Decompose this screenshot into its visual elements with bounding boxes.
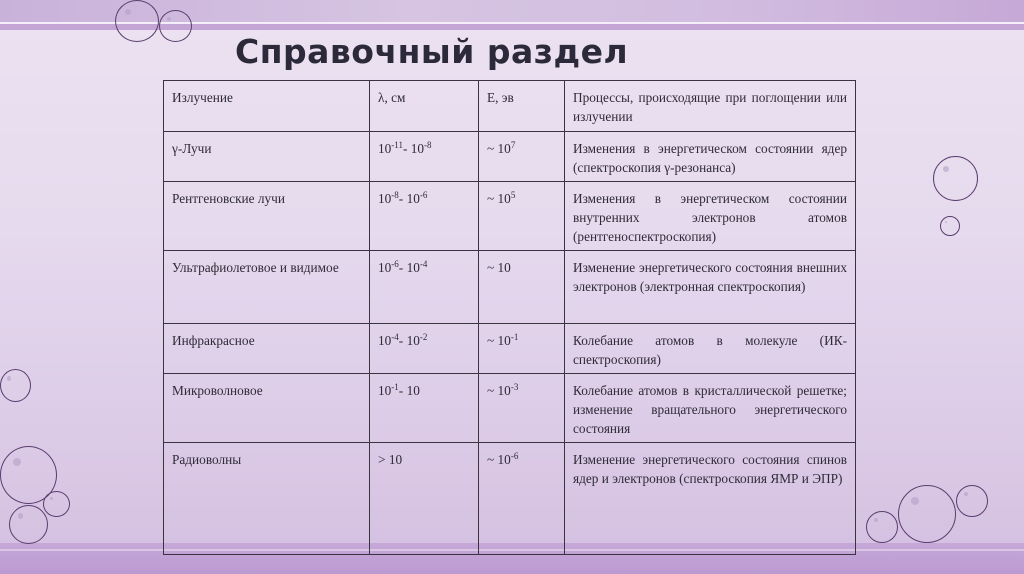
cell-energy: ~ $10^{-1}$: [479, 324, 565, 374]
page-title: Справочный раздел: [235, 32, 629, 71]
table-row: [164, 182, 856, 251]
cell-wavelength: $10^{-6}-$ $10^{-4}$: [370, 251, 479, 324]
bubble-decoration-icon: [940, 216, 960, 236]
cell-process: Изменение энергетического состояния спинов ядер и электронов (спектроскопия ЯМР и ЭПР): [565, 443, 856, 555]
cell-process: Изменения в энергетическом состоянии внутренних электронов атомов (рентгеноспектроскопия): [565, 182, 856, 251]
cell-wavelength: $10^{-8}-$ $10^{-6}$: [370, 182, 479, 251]
cell-radiation: Ультрафиолетовое и видимое: [164, 251, 370, 324]
cell-energy: ~ 10: [479, 251, 565, 324]
table-row: [164, 374, 856, 443]
header-wavelength: λ, см: [370, 81, 479, 132]
bubble-decoration-icon: [898, 485, 956, 543]
bubble-decoration-icon: [933, 156, 978, 201]
table-row: [164, 324, 856, 374]
bubble-decoration-icon: [956, 485, 988, 517]
cell-radiation: Радиоволны: [164, 443, 370, 555]
bubble-decoration-icon: [115, 0, 159, 42]
cell-energy: ~ $10^5$: [479, 182, 565, 251]
cell-radiation: γ-Лучи: [164, 132, 370, 182]
cell-wavelength: $10^{-4}-$ $10^{-2}$: [370, 324, 479, 374]
bubble-decoration-icon: [43, 491, 70, 517]
bubble-decoration-icon: [159, 10, 192, 42]
header-processes: Процессы, происходящие при поглощении или излучении: [565, 81, 856, 132]
table-row: [164, 132, 856, 182]
cell-radiation: Рентгеновские лучи: [164, 182, 370, 251]
reference-table: [163, 80, 856, 555]
bubble-decoration-icon: [0, 369, 31, 402]
cell-process: Изменение энергетического состояния внешних электронов (электронная спектроскопия): [565, 251, 856, 324]
cell-energy: ~ $10^{-6}$: [479, 443, 565, 555]
header-energy: Е, эв: [479, 81, 565, 132]
cell-process: Колебание атомов в молекуле (ИК-спектроскопия): [565, 324, 856, 374]
cell-wavelength: $10^{-1}-$ 10: [370, 374, 479, 443]
table-header-row: [164, 81, 856, 132]
header-radiation: Излучение: [164, 81, 370, 132]
bubble-decoration-icon: [866, 511, 898, 543]
bubble-decoration-icon: [9, 505, 48, 544]
cell-process: Изменения в энергетическом состоянии ядер (спектроскопия γ-резонанса): [565, 132, 856, 182]
cell-wavelength: $10^{-11}-$ $10^{-8}$: [370, 132, 479, 182]
cell-radiation: Микроволновое: [164, 374, 370, 443]
cell-process: Колебание атомов в кристаллической решетке; изменение вращательного энергетического состояния: [565, 374, 856, 443]
cell-radiation: Инфракрасное: [164, 324, 370, 374]
table-row: [164, 443, 856, 555]
cell-wavelength: > 10: [370, 443, 479, 555]
cell-energy: ~ $10^{-3}$: [479, 374, 565, 443]
cell-energy: ~ $10^7$: [479, 132, 565, 182]
table-row: [164, 251, 856, 324]
